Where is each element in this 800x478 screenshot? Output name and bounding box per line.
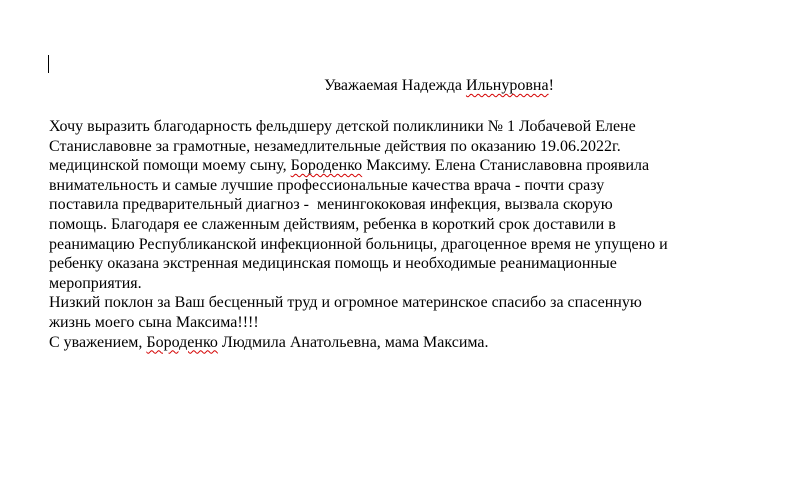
letter-greeting [49, 76, 769, 96]
line-text: С уважением, [49, 333, 147, 351]
line-text: ребенку оказана экстренная медицинская помощь и необходимые реанимационные [49, 255, 617, 273]
line-text: реанимацию Республиканской инфекционной больницы, драгоценное время не упущено и [49, 235, 668, 253]
text-line [49, 176, 769, 196]
misspelled-word: Бороденко [146, 333, 218, 351]
letter-paragraph [49, 117, 769, 352]
signature-line [49, 333, 769, 353]
text-line [49, 215, 769, 235]
misspelled-word: Бороденко [290, 157, 363, 175]
text-line [49, 117, 769, 137]
text-line [49, 313, 769, 333]
line-text: Хочу выразить благодарность фельдшеру детской поликлиники № 1 Лобачевой Елене [49, 118, 636, 135]
document-body[interactable] [49, 76, 769, 352]
text-line [49, 274, 769, 294]
text-line [49, 254, 769, 274]
line-text: Станиславовне за грамотные, незамедлительные действия по оказанию 19.06.2022г. [49, 137, 621, 155]
greeting-text: Уважаемая Надежда [324, 77, 466, 94]
text-line [49, 195, 769, 215]
text-line [49, 235, 769, 255]
text-line [49, 293, 769, 313]
line-text: внимательность и самые лучшие профессиональные качества врача - почти сразу [49, 176, 605, 194]
line-text: медицинской помощи моему сыну, [49, 157, 291, 175]
line-text: Низкий поклон за Ваш бесценный труд и огромное материнское спасибо за спасенную [49, 294, 642, 312]
line-text: помощь. Благодаря ее слаженным действиям, ребенка в короткий срок доставили в [49, 215, 616, 233]
greeting-name-misspelled: Ильнуровна [465, 77, 549, 94]
line-text: Максиму. Елена Станиславовна проявила [362, 157, 650, 175]
greeting-exclamation: ! [548, 77, 554, 94]
text-line [49, 156, 769, 176]
line-text: Людмила Анатольевна, мама Максима. [217, 333, 489, 351]
line-text: мероприятия. [49, 274, 142, 292]
text-cursor [48, 55, 49, 73]
line-text: жизнь моего сына Максима!!!! [49, 313, 259, 331]
text-line [49, 137, 769, 157]
line-text: поставила предварительный диагноз - менингококовая инфекция, вызвала скорую [49, 196, 613, 214]
